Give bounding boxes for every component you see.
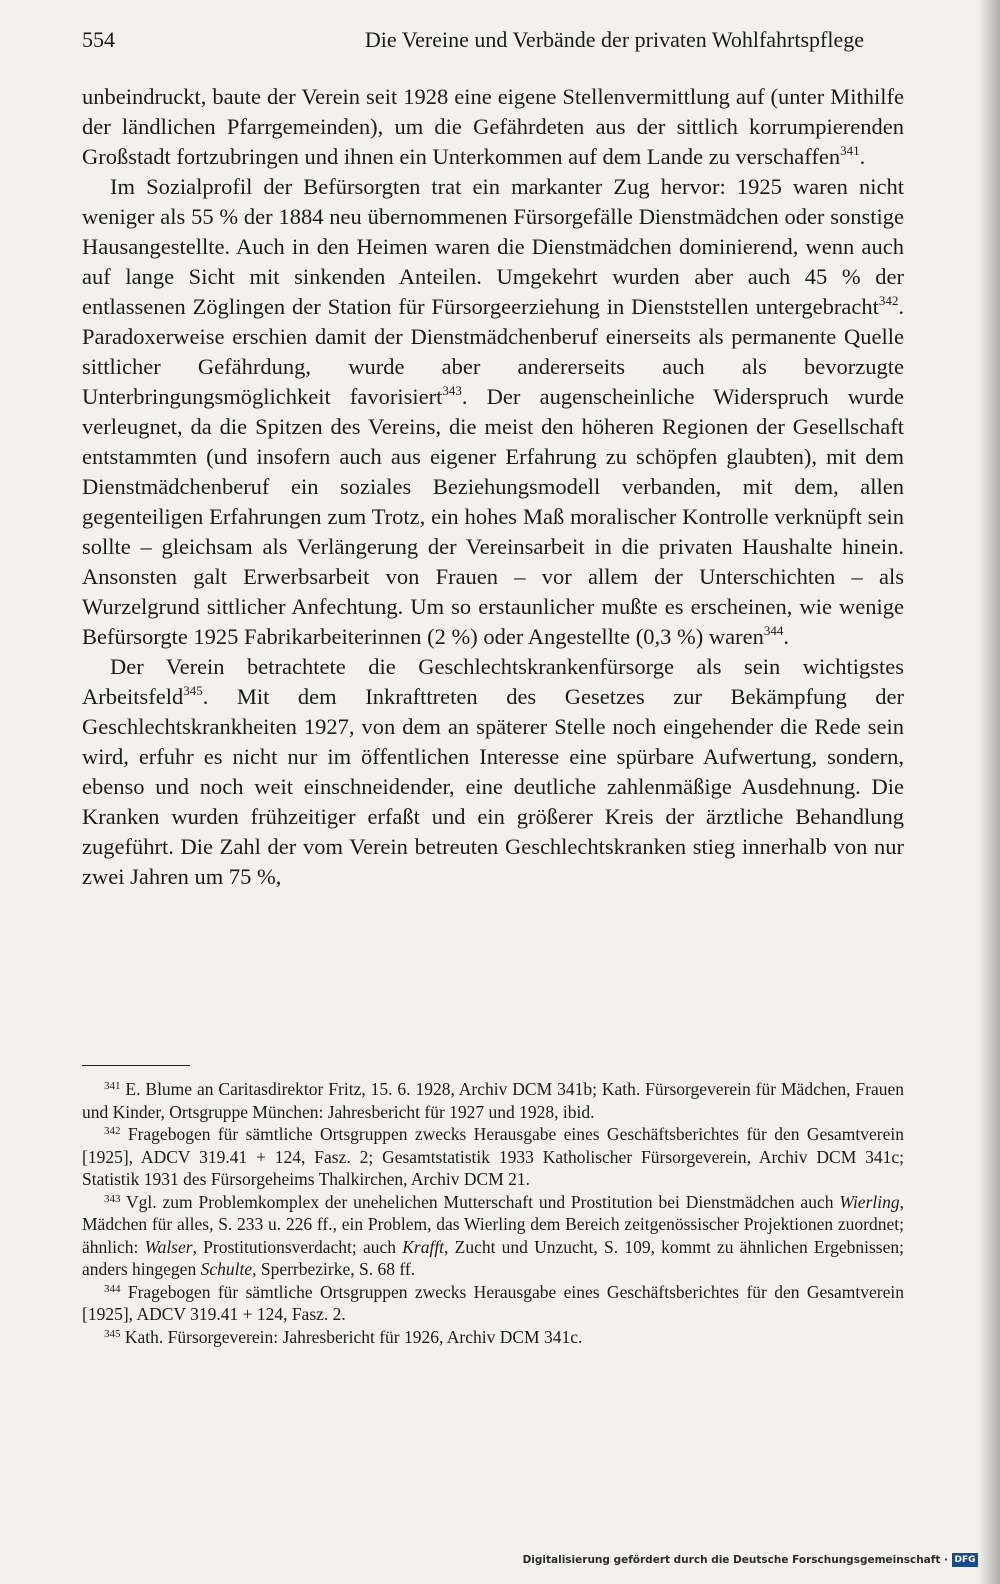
footnote-ref-345[interactable]: 345 (183, 683, 203, 698)
paragraph-3: Der Verein betrachtete die Geschlechtskrankenfürsorge als sein wichtigstes Arbeitsfeld$^{345}$. Mit dem Inkrafttreten des Gesetzes zur Bekämpfung der Geschlechtskrankheiten 1927, von dem an späterer Stelle noch eingehender die Rede sein wird, erfuhr es nicht nur im öffentlichen Interesse eine spürbare Aufwertung, sondern, ebenso und noch weit einschneidender, eine deutliche zahlenmäßige Ausdehnung. Die Kranken wurden frühzeitiger erfaßt und ein größerer Kreis der ärztliche Behandlung zugeführt. Die Zahl der vom Verein betreuten Geschlechtskranken stieg innerhalb von nur zwei Jahren um 75 %, (82, 654, 904, 889)
footnote-345: $^{345}$ Kath. Fürsorgeverein: Jahresbericht für 1926, Archiv DCM 341c. (104, 1326, 583, 1347)
footnotes (82, 1078, 904, 1348)
footnote-341: $^{341}$ E. Blume an Caritasdirektor Fritz, 15. 6. 1928, Archiv DCM 341b; Kath. Fürsorgeverein für Mädchen, Frauen und Kinder, Ortsgruppe München: Jahresbericht für 1927 und 1928, ibid. (82, 1079, 904, 1122)
footnote-separator (82, 1065, 190, 1066)
footnote-344: $^{344}$ Fragebogen für sämtliche Ortsgruppen zwecks Herausgabe eines Geschäftsberichtes für den Gesamtverein [1925], ADCV 319.41 + 124, Fasz. 2. (82, 1281, 904, 1324)
footnote-ref-342[interactable]: 342 (878, 293, 899, 308)
dfg-logo-icon: DFG (952, 1553, 978, 1567)
digitization-credit (523, 1553, 978, 1567)
footnote-ref-344[interactable]: 344 (763, 623, 784, 638)
footnote-ref-343[interactable]: 343 (442, 383, 462, 398)
credit-text: Digitalisierung gefördert durch die Deutsche Forschungsgemeinschaft · (522, 1554, 948, 1566)
main-text (82, 82, 904, 892)
footnote-343: $^{343}$ Vgl. zum Problemkomplex der unehelichen Mutterschaft und Prostitution bei Dienstmädchen auch Wierling, Mädchen für alles, S. 233 u. 226 ff., ein Problem, das Wierling dem Bereich zeitgenössischer Projektionen zuordnet; ähnlich: Walser, Prostitutionsverdacht; auch Krafft, Zucht und Unzucht, S. 109, kommt zu ähnlichen Ergebnissen; anders hingegen Schulte, Sperrbezirke, S. 68 ff. (82, 1191, 904, 1279)
running-title: Die Vereine und Verbände der privaten Wohlfahrtspflege (364, 27, 864, 52)
footnote-ref-341[interactable]: 341 (840, 143, 860, 158)
page-number: 554 (82, 27, 115, 52)
page-edge-shadow (978, 0, 1000, 1584)
footnote-342: $^{342}$ Fragebogen für sämtliche Ortsgruppen zwecks Herausgabe eines Geschäftsberichtes für den Gesamtverein [1925], ADCV 319.41 + 124, Fasz. 2; Gesamtstatistik 1933 Katholischer Fürsorgeverein, Archiv DCM 341c; Statistik 1931 des Fürsorgeheims Thalkirchen, Archiv DCM 21. (82, 1124, 904, 1189)
paragraph-2: Im Sozialprofil der Befürsorgten trat ein markanter Zug hervor: 1925 waren nicht weniger als 55 % der 1884 neu übernommenen Fürsorgefälle Dienstmädchen oder sonstige Hausangestellte. Auch in den Heimen waren die Dienstmädchen dominierend, wenn auch auf lange Sicht mit sinkenden Anteilen. Umgekehrt wurden aber auch 45 % der entlassenen Zöglingen der Station für Fürsorgeerziehung in Dienststellen untergebracht$^{342}$. Paradoxerweise erschien damit der Dienstmädchenberuf einerseits als permanente Quelle sittlicher Gefährdung, wurde aber andererseits auch als bevorzugte Unterbringungsmöglichkeit favorisiert$^{343}$. Der augenscheinliche Widerspruch wurde verleugnet, da die Spitzen des Vereins, die meist den höheren Regionen der Gesellschaft entstammten (und insofern auch aus eigener Erfahrung zu schöpfen glaubten), mit dem Dienstmädchenberuf ein soziales Beziehungsmodell verbanden, mit dem, allen gegenteiligen Erfahrungen zum Trotz, ein hohes Maß moralischer Kontrolle verknüpft sein sollte – gleichsam als Verlängerung der Vereinsarbeit in die privaten Haushalte hinein. Ansonsten galt Erwerbsarbeit von Frauen – vor allem der Unterschichten – als Wurzelgrund sittlicher Anfechtung. Um so erstaunlicher mußte es erscheinen, wie wenige Befürsorgte 1925 Fabrikarbeiterinnen (2 %) oder Angestellte (0,3 %) waren$^{344}$. (82, 174, 905, 649)
paragraph-1: unbeindruckt, baute der Verein seit 1928 eine eigene Stellenvermittlung auf (unter Mithilfe der ländlichen Pfarrgemeinden), um die Gefährdeten aus der sittlich korrumpierenden Großstadt fortzubringen und ihnen ein Unterkommen auf dem Lande zu verschaffen$^{341}$. (82, 84, 904, 169)
